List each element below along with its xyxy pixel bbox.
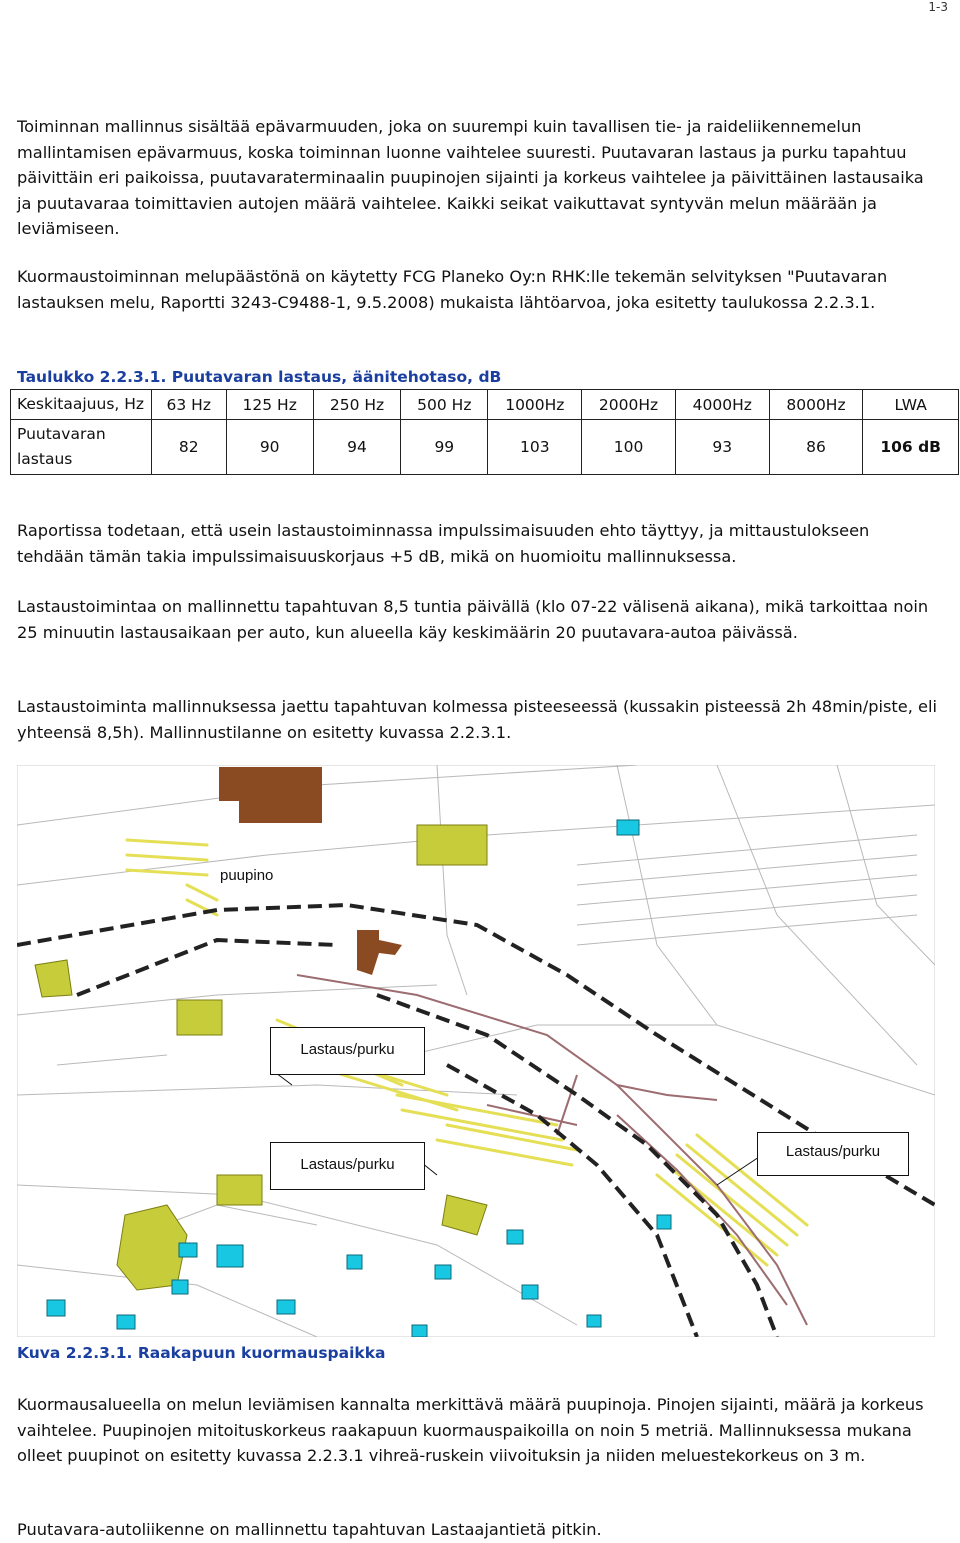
val-4000hz: 93 (675, 420, 769, 475)
val-2000hz: 100 (582, 420, 676, 475)
figure-caption: Kuva 2.2.3.1. Raakapuun kuormauspaikka (17, 1344, 386, 1362)
table-row (11, 420, 959, 475)
site-map (17, 765, 935, 1337)
map-label-loading-2: Lastaus/purku (270, 1142, 425, 1190)
site-map-drawing (17, 765, 935, 1337)
col-2000hz: 2000Hz (582, 390, 676, 420)
paragraph-loading-points: Lastaustoiminta mallinnuksessa jaettu tapahtuvan kolmessa pisteeseessä (kussakin pisteessä 2h 48min/piste, eli yhteensä 8,5h). Mallinnustilanne on esitetty kuvassa 2.2.3.1. (17, 697, 937, 742)
val-63hz: 82 (152, 420, 227, 475)
paragraph-emission-source: Kuormaustoiminnan melupäästönä on käytetty FCG Planeko Oy:n RHK:lle tekemän selvityksen "Puutavaran lastauksen melu, Raportti 3243-C9488-1, 9.5.2008) mukaista lähtöarvoa, joka esitetty taulukossa 2.2.3.1. (17, 267, 888, 312)
col-lwa: LWA (863, 390, 959, 420)
val-lwa: 106 dB (863, 420, 959, 475)
map-label-loading-3: Lastaus/purku (757, 1132, 909, 1176)
table-header-row (11, 390, 959, 420)
paragraph-truck-traffic: Puutavara-autoliikenne on mallinnettu tapahtuvan Lastaajantietä pitkin. (17, 1520, 602, 1539)
col-8000hz: 8000Hz (769, 390, 863, 420)
col-63hz: 63 Hz (152, 390, 227, 420)
sound-power-table (10, 389, 959, 475)
paragraph-wood-piles: Kuormausalueella on melun leviämisen kannalta merkittävä määrä puupinoja. Pinojen sijainti, määrä ja korkeus vaihtelee. Puupinojen mitoituskorkeus raakapuun kuormauspaikoilla on noin 5 metriä. Mallinnuksessa mukana olleet puupinot on esitetty kuvassa 2.2.3.1 vihreä-ruskein viivoituksin ja niiden meluestekorkeus on 3 m. (17, 1395, 924, 1465)
val-500hz: 99 (401, 420, 488, 475)
paragraph-loading-time: Lastaustoimintaa on mallinnettu tapahtuvan 8,5 tuntia päivällä (klo 07-22 välisenä aikana), mikä tarkoittaa noin 25 minuutin lastausaikaan per auto, kun alueella käy keskimäärin 20 puutavara-autoa päivässä. (17, 597, 929, 642)
col-500hz: 500 Hz (401, 390, 488, 420)
map-label-loading-1: Lastaus/purku (270, 1027, 425, 1075)
val-250hz: 94 (313, 420, 400, 475)
val-125hz: 90 (226, 420, 313, 475)
col-125hz: 125 Hz (226, 390, 313, 420)
paragraph-impulse-correction: Raportissa todetaan, että usein lastaustoiminnassa impulssimaisuuden ehto täyttyy, ja mittaustulokseen tehdään tämän takia impulssimaisuuskorjaus +5 dB, mikä on huomioitu mallinnuksessa. (17, 521, 870, 566)
row-label: Puutavaran lastaus (11, 420, 152, 475)
map-label-pile: puupino (220, 867, 274, 884)
val-8000hz: 86 (769, 420, 863, 475)
page-number: 1-3 (928, 0, 948, 14)
paragraph-uncertainty: Toiminnan mallinnus sisältää epävarmuuden, joka on suurempi kuin tavallisen tie- ja raideliikennemelun mallintamisen epävarmuus, koska toiminnan luonne vaihtelee suuresti. Puutavaran lastaus ja purku tapahtuu päivittäin eri paikoissa, puutavaraterminaalin puupinojen sijainti ja korkeus vaihtelee ja päivittäinen lastausaika ja puutavaraa toimittavien autojen määrä vaihtelee. Kaikki seikat vaikuttavat syntyvän melun määrään ja leviämiseen. (17, 117, 924, 238)
col-250hz: 250 Hz (313, 390, 400, 420)
table-caption: Taulukko 2.2.3.1. Puutavaran lastaus, äänitehotaso, dB (17, 368, 502, 386)
col-1000hz: 1000Hz (488, 390, 582, 420)
header-label: Keskitaajuus, Hz (11, 390, 152, 420)
val-1000hz: 103 (488, 420, 582, 475)
col-4000hz: 4000Hz (675, 390, 769, 420)
